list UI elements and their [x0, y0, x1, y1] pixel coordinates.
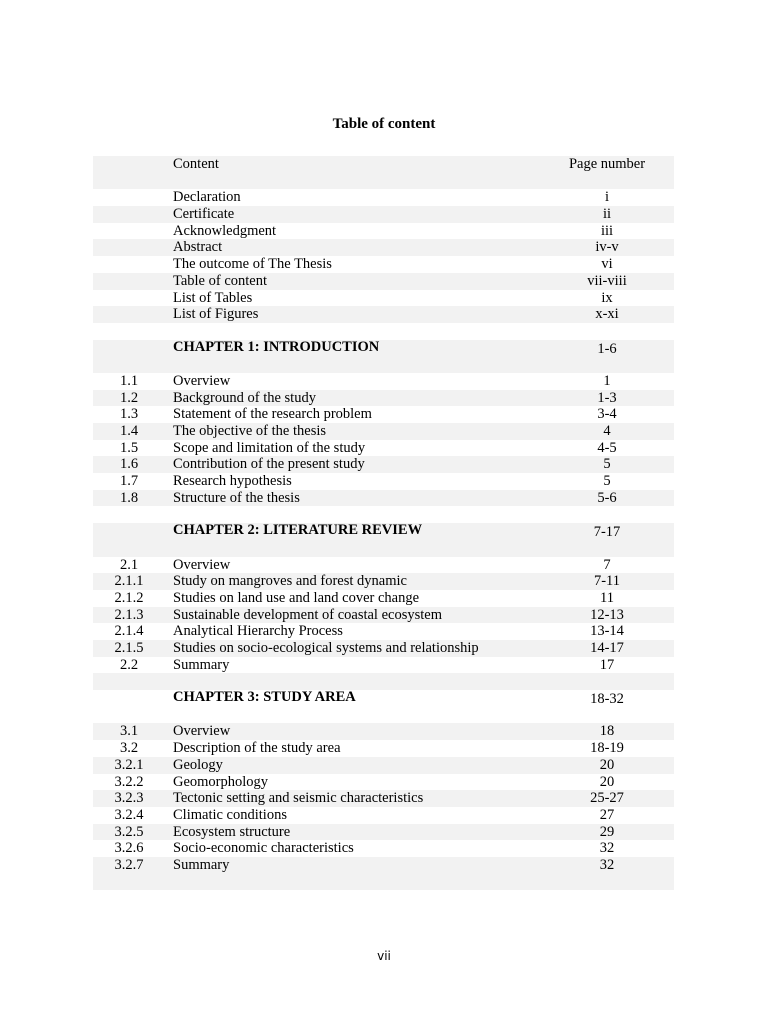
page-number: 5-6	[597, 489, 617, 506]
toc-entry-row	[93, 406, 674, 423]
section-title: Sustainable development of coastal ecosystem	[173, 606, 442, 623]
page-number: 32	[599, 856, 615, 873]
page-number: 7-17	[593, 524, 621, 541]
section-title: Statement of the research problem	[173, 406, 372, 423]
toc-entry-row	[93, 840, 674, 857]
section-number: 1.1	[119, 372, 139, 389]
section-number: 2.1.3	[114, 606, 144, 623]
section-title: Overview	[173, 723, 231, 740]
header-page-number-label: Page number	[568, 156, 646, 172]
section-number: 3.2	[119, 740, 139, 757]
page-number: 4	[603, 423, 611, 440]
section-number: 1.8	[119, 489, 139, 506]
section-title: Studies on land use and land cover change	[173, 589, 420, 606]
page-number: 1	[603, 372, 611, 389]
section-title: Climatic conditions	[173, 806, 287, 823]
page-number: 25-27	[590, 790, 624, 807]
page-number: x-xi	[595, 306, 619, 323]
page-number-footer: vii	[377, 949, 391, 963]
section-number: 2.1.5	[114, 639, 144, 656]
page-number: 1-3	[597, 389, 617, 406]
section-number: 3.2.4	[114, 806, 144, 823]
page-number: 4-5	[597, 439, 617, 456]
toc-entry-row	[93, 440, 674, 457]
section-title: Socio-economic characteristics	[173, 840, 354, 857]
toc-entry-row	[93, 239, 674, 256]
section-number: 1.3	[119, 406, 139, 423]
toc-entry-row	[93, 590, 674, 607]
section-number: 2.1.1	[114, 573, 144, 590]
section-title: Description of the study area	[173, 740, 341, 757]
section-number: 2.2	[119, 656, 139, 673]
page-number: 20	[599, 756, 615, 773]
chapter-title: CHAPTER 3: STUDY AREA	[173, 689, 356, 706]
page-number: 7	[603, 556, 611, 573]
section-title: Contribution of the present study	[173, 456, 365, 473]
section-title: Geology	[173, 756, 223, 773]
toc-entry-row	[93, 306, 674, 323]
section-number: 1.4	[119, 423, 139, 440]
toc-entry-row	[93, 723, 674, 740]
page-number: 1-6	[597, 340, 617, 357]
section-title: Analytical Hierarchy Process	[173, 623, 343, 640]
toc-entry-row	[93, 223, 674, 240]
page-number: 17	[599, 656, 615, 673]
page-number: 18	[599, 723, 615, 740]
page-number: 5	[603, 473, 611, 490]
section-number: 3.2.7	[114, 856, 144, 873]
toc-entry-row	[93, 290, 674, 307]
toc-entry-row	[93, 273, 674, 290]
section-number: 2.1	[119, 556, 139, 573]
page-number: 29	[599, 823, 615, 840]
page-number: 14-17	[590, 639, 624, 656]
toc-entry-row	[93, 423, 674, 440]
section-number: 2.1.4	[114, 623, 144, 640]
section-title: List of Tables	[173, 289, 253, 306]
section-number: 1.5	[119, 439, 139, 456]
section-title: Certificate	[173, 206, 235, 223]
toc-entry-row	[93, 623, 674, 640]
toc-entry-row	[93, 456, 674, 473]
section-title: Ecosystem structure	[173, 823, 291, 840]
page-title: Table of content	[332, 116, 436, 132]
toc-entry-row	[93, 557, 674, 574]
page-number: 12-13	[590, 606, 624, 623]
section-title: Studies on socio-ecological systems and relationship	[173, 639, 479, 656]
toc-chapter-row	[93, 690, 674, 723]
toc-entry-row	[93, 757, 674, 774]
toc-header-row	[93, 156, 674, 189]
section-number: 3.2.2	[114, 773, 144, 790]
page-number: 18-32	[590, 691, 624, 708]
toc-entry-row	[93, 857, 674, 874]
toc-entry-row	[93, 774, 674, 791]
chapter-title: CHAPTER 2: LITERATURE REVIEW	[173, 522, 423, 539]
page-number: ix	[601, 289, 613, 306]
toc-entry-row	[93, 373, 674, 390]
section-title: Overview	[173, 556, 231, 573]
page-number: vii-viii	[587, 272, 627, 289]
toc-chapter-row	[93, 340, 674, 373]
section-number: 3.2.6	[114, 840, 144, 857]
chapter-title: CHAPTER 1: INTRODUCTION	[173, 338, 380, 355]
section-number: 1.6	[119, 456, 139, 473]
page-number: ii	[602, 206, 612, 223]
toc-entry-row	[93, 573, 674, 590]
page-number: 3-4	[597, 406, 617, 423]
section-number: 3.1	[119, 723, 139, 740]
section-title: Scope and limitation of the study	[173, 439, 366, 456]
toc-entry-row	[93, 256, 674, 273]
section-title: Study on mangroves and forest dynamic	[173, 573, 407, 590]
section-title: Structure of the thesis	[173, 489, 300, 506]
toc-entry-row	[93, 607, 674, 624]
section-title: The objective of the thesis	[173, 423, 327, 440]
section-title: Declaration	[173, 189, 241, 206]
toc-spacer-row	[93, 506, 674, 523]
section-number: 2.1.2	[114, 589, 144, 606]
section-number: 3.2.3	[114, 790, 144, 807]
page-number: vi	[601, 256, 613, 273]
section-title: Research hypothesis	[173, 473, 292, 490]
page-number: 18-19	[590, 740, 624, 757]
toc-entry-row	[93, 640, 674, 657]
page-number: 20	[599, 773, 615, 790]
section-title: Tectonic setting and seismic characteristics	[173, 790, 424, 807]
section-title: Acknowledgment	[173, 222, 277, 239]
page-number: 27	[599, 806, 615, 823]
toc-entry-row	[93, 807, 674, 824]
section-title: Table of content	[173, 272, 268, 289]
section-title: Summary	[173, 856, 230, 873]
toc-entry-row	[93, 824, 674, 841]
toc-entry-row	[93, 473, 674, 490]
section-number: 3.2.5	[114, 823, 144, 840]
page-number: 5	[603, 456, 611, 473]
toc-table	[93, 156, 674, 890]
section-title: The outcome of The Thesis	[173, 256, 332, 273]
section-number: 1.2	[119, 389, 139, 406]
toc-entry-row	[93, 189, 674, 206]
toc-spacer-row	[93, 874, 674, 891]
toc-entry-row	[93, 790, 674, 807]
section-title: Geomorphology	[173, 773, 269, 790]
page-number: iii	[600, 222, 614, 239]
page-number: 11	[600, 589, 614, 606]
section-title: List of Figures	[173, 306, 259, 323]
header-content-label: Content	[173, 156, 219, 172]
section-title: Abstract	[173, 239, 223, 256]
toc-spacer-row	[93, 323, 674, 340]
toc-entry-row	[93, 740, 674, 757]
toc-entry-row	[93, 206, 674, 223]
page-number: i	[604, 189, 610, 206]
page-number: 13-14	[590, 623, 624, 640]
toc-spacer-row	[93, 673, 674, 690]
page-number: iv-v	[595, 239, 619, 256]
section-number: 3.2.1	[114, 756, 144, 773]
toc-entry-row	[93, 657, 674, 674]
section-title: Overview	[173, 372, 231, 389]
toc-entry-row	[93, 490, 674, 507]
section-title: Summary	[173, 656, 230, 673]
section-number: 1.7	[119, 473, 139, 490]
section-title: Background of the study	[173, 389, 316, 406]
toc-chapter-row	[93, 523, 674, 556]
page-number: 32	[599, 840, 615, 857]
toc-entry-row	[93, 390, 674, 407]
page-number: 7-11	[593, 573, 621, 590]
